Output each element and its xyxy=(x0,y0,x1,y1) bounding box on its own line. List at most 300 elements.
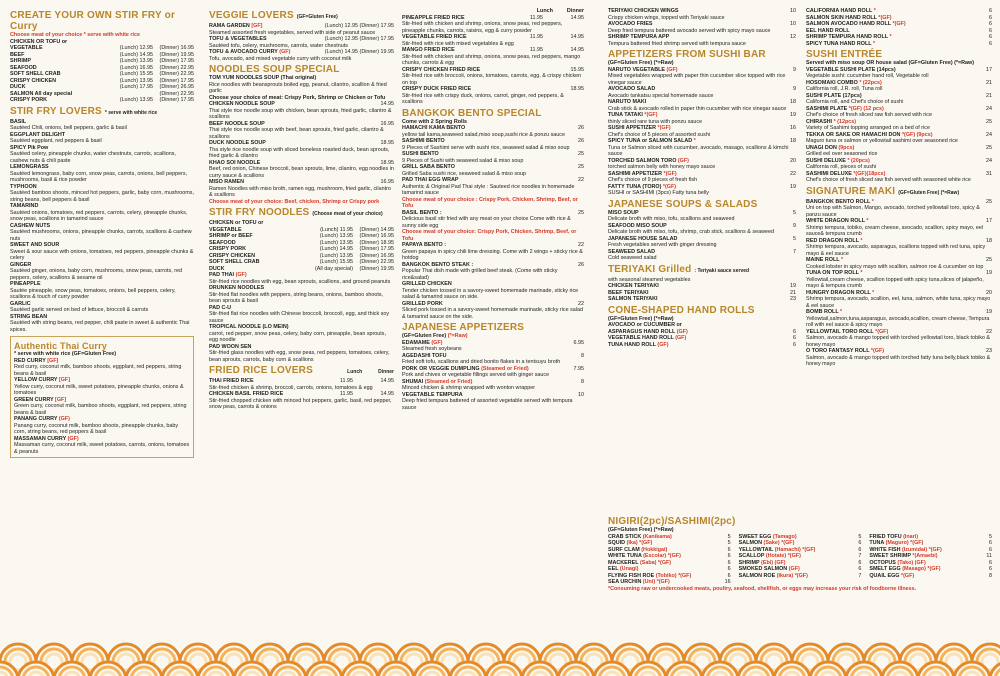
item-name-text: GINGER xyxy=(10,261,32,268)
item-name-text: SALMON xyxy=(738,540,763,546)
item-name-text: RED CURRY xyxy=(14,357,46,364)
teri-title xyxy=(608,264,796,277)
item-price: 9 xyxy=(793,222,796,229)
item-name-text: THAI FRIED RICE xyxy=(209,378,254,384)
item-tag: (GF) xyxy=(666,66,678,73)
item-name-text: CRISPY CHICKEN FRIED RICE xyxy=(402,66,481,73)
item-price: 20 xyxy=(986,289,992,296)
item-tag: (Hotate) *(GF) xyxy=(765,553,801,559)
item-name xyxy=(806,218,983,225)
item-name-text: BOMB ROLL xyxy=(806,309,839,315)
item-description: 9 Pieces of Sushi with seaweed salad & miso soup xyxy=(402,157,524,164)
menu-item xyxy=(608,296,796,303)
sig-sub: (GF=Gluten Free) (*=Raw) xyxy=(898,189,960,196)
item-name-text: RED DRAGON ROLL xyxy=(806,237,859,244)
item-price: 8 xyxy=(989,572,993,579)
item-name-text: FRIED TOFU xyxy=(869,533,902,540)
item-price: 10 xyxy=(790,8,796,14)
noodle-intro-desc: Rice noodles with beansprouts boiled egg, peanut, cilantro, scallion & fried garlic xyxy=(209,81,387,94)
item-header xyxy=(402,86,584,93)
item-name xyxy=(608,34,787,41)
item-tag: (Steamed or Fried) xyxy=(481,365,529,372)
bento-sub: Come with 2 Spring Rolls xyxy=(402,118,467,125)
stir-sub: * serve with white rice xyxy=(104,109,158,116)
item-description: Deep fried tempura battered of assorted vegetable served with tempura sauce xyxy=(402,398,573,411)
item-price: 26 xyxy=(578,125,584,131)
item-price: 6 xyxy=(858,559,862,566)
item-description: Yellow curry, coconut milk, sweet potatoes, pineapple chunks, onions & tomatoes xyxy=(14,383,184,396)
item-header xyxy=(608,138,796,145)
item-description: Stir-fried flat rice noodles with Chinese broccoli, broccoli, egg, and thick soy sauce xyxy=(209,311,390,324)
veg-title xyxy=(209,10,394,23)
item-lunch-price: (Lunch) 14.95 xyxy=(319,246,353,252)
item-name-text: SUSHI BENTO xyxy=(402,151,439,157)
menu-item xyxy=(402,392,584,412)
item-name-text: LEMONGRASS xyxy=(10,164,49,170)
item-tag: (GF) xyxy=(788,566,800,572)
item-header xyxy=(209,324,394,331)
item-description: Pork and chives or vegetable fillings served with ginger sauce xyxy=(402,372,550,378)
curry-sub: * serve with white rice (GF=Gluten Free) xyxy=(14,351,117,357)
item-name-text: VEGETABLE SUSHI PLATE (14pcs) xyxy=(806,66,896,73)
item-dinner-price: (Dinner) 17.95 xyxy=(159,97,194,103)
item-tag: (Masago) *(GF) xyxy=(902,566,941,572)
item-price: 12 xyxy=(790,34,796,40)
curry-title: Authentic Thai Curry xyxy=(14,341,108,351)
item-name xyxy=(209,49,322,56)
item-tag: * (12pcs) xyxy=(833,118,857,125)
item-lunch-price: (Lunch) 14.95 xyxy=(119,51,153,58)
bento-choose: Choose meat of your choice : Crispy Pork, Chicken, Shrimp, Beef, or Tofu xyxy=(402,196,578,209)
item-description: yellow tail kama,seaweed salad,miso soup,sushi rice & ponzu sauce xyxy=(402,131,566,138)
item-name-text: BEEF NOODLE SOUP xyxy=(209,120,265,127)
item-name xyxy=(402,86,540,93)
item-name-text: SPICY TUNA or SALMON SALAD xyxy=(608,138,693,144)
item-price: 5 xyxy=(793,209,796,216)
item-description: Vegetable sushi: cucumber hand roll, Vegetable roll xyxy=(806,73,929,79)
item-price: 16.95 xyxy=(380,120,394,127)
item-name-text: SPICY Pik Pow xyxy=(10,144,49,151)
item-price: 31 xyxy=(986,170,992,177)
item-header xyxy=(209,49,394,56)
menu-item xyxy=(402,138,584,151)
item-name-text: UNAGI DON xyxy=(806,144,837,151)
item-name xyxy=(10,203,194,210)
item-description: Sautéed celery, pineapple chunks, water chestnuts, carrots, scallions, cashew nuts & chili paste xyxy=(10,151,176,164)
item-name xyxy=(806,257,983,264)
menu-item xyxy=(209,36,394,49)
item-tag: [GF] xyxy=(251,23,263,29)
item-description: Sautéed onions, tomatoes, red peppers, carrots, celery, pineapple chunks, snow peas, scallions in tamarind sauce xyxy=(10,209,188,222)
item-header xyxy=(402,151,584,158)
item-description: Tofu, avocado, and mixed vegetable curry with coconut milk xyxy=(209,55,352,62)
item-tag: *(GF) xyxy=(644,112,658,118)
menu-item xyxy=(806,106,992,119)
item-description: 9 Pieces of Sashimi serve with sushi rice, seaweed salad & miso soup xyxy=(402,144,570,151)
create-title: CREATE YOUR OWN STIR FRY or Curry xyxy=(10,10,176,32)
item-dinner-price: (Dinner) 22.95 xyxy=(159,90,194,97)
item-tag: (GF) xyxy=(676,328,688,335)
item-price: 6 xyxy=(858,566,862,572)
item-header xyxy=(10,203,194,210)
nigiri-grid xyxy=(608,534,992,586)
item-description: Tempura battered fried shrimp served with tempura sauce xyxy=(608,40,746,47)
curry-box xyxy=(10,336,194,458)
teri-sub: : Teriyaki sauce served xyxy=(694,267,750,274)
item-tag: (Ikura) *(GF) xyxy=(776,572,808,579)
item-tag: (GF) xyxy=(279,49,291,55)
item-description: Mixed vegetables wrapped with paper thin cucumber slice topped with rice vinegar sauce xyxy=(608,73,786,86)
menu-item xyxy=(869,573,992,580)
item-lunch-price: (Lunch) 13.95 xyxy=(319,233,353,239)
item-description: Stir-fried chopped chicken with minced hot peppers, garlic, basil, red pepper, snow peas, carrots & onions xyxy=(209,397,392,410)
item-name: CRISPY PORK xyxy=(10,97,48,103)
menu-item xyxy=(608,249,796,262)
item-tag: (Unagi) xyxy=(619,566,639,572)
item-dinner-price: 14.95 xyxy=(570,34,584,40)
item-description: California roll, J.R. roll, Tuna roll xyxy=(806,86,883,92)
menu-item xyxy=(608,184,796,197)
stir-title xyxy=(10,106,194,119)
item-name-text: MISO RAMEN xyxy=(209,179,245,185)
menu-item xyxy=(10,314,194,334)
noodle-choose: Choose your choice of meat: Crispy Pork, Shrimp or Chicken or Tofu xyxy=(209,94,386,101)
item-price: 6 xyxy=(858,546,862,553)
item-description: Sautéed tofu, celery, mushrooms, carrots, water chestnuts xyxy=(209,42,348,49)
item-price: 22 xyxy=(578,242,584,248)
item-name: CRISPY PORK xyxy=(209,246,247,252)
item-name-text: BASIL BENTO : xyxy=(402,209,442,216)
stir-title-text: STIR FRY LOVERS xyxy=(10,105,102,117)
bento-list-2 xyxy=(402,210,584,230)
item-price: 23 xyxy=(790,296,796,302)
item-price: 8 xyxy=(581,378,584,385)
item-name xyxy=(402,47,527,54)
item-name-text: PORK OR VEGGIE DUMPLING xyxy=(402,365,480,372)
item-name-text: TYPHOON xyxy=(10,183,37,190)
item-name-text: EDAMAME xyxy=(402,339,430,346)
sushibar-list xyxy=(608,67,796,197)
noodle-intro: TOM YUM NOODLES SOUP (Thai original) xyxy=(209,75,317,81)
item-price: 22 xyxy=(578,300,584,307)
item-name xyxy=(608,342,790,349)
item-tag: (Saba) *(GF) xyxy=(639,559,672,566)
item-dinner-price: 14.95 xyxy=(570,47,584,53)
item-name-text: FLYING FISH ROE xyxy=(608,572,655,579)
item-name-text: FATTY TUNA (TORO) xyxy=(608,183,662,190)
item-description: Ramen Noodles with miso broth, ramen egg, mushroom, fried garlic, cilantro & scallions xyxy=(209,185,391,198)
item-price: 9 xyxy=(793,66,796,73)
menu-item xyxy=(209,272,394,285)
item-price: 5 xyxy=(727,540,731,546)
menu-item xyxy=(209,344,394,364)
menu-item xyxy=(209,160,394,180)
menu-item xyxy=(608,67,796,87)
item-description: Salmon, avocado & mango topped with torched yellowtail toro, black tobiko & honey mayo xyxy=(806,335,990,348)
item-name xyxy=(209,391,337,398)
item-name-text: SALMON TERIYAKI xyxy=(608,296,658,302)
noodle-choose2: Choose meat of your choice: Beef, chicken, Shrimp or Crispy pork xyxy=(209,198,380,205)
item-name-text: SASHIMI APPETIZER xyxy=(608,170,663,177)
item-description: Steamed assorted fresh vegetables, served with side of peanut sauce xyxy=(209,29,376,36)
menu-item xyxy=(10,242,194,262)
bento-list xyxy=(402,125,584,197)
menu-item xyxy=(10,132,194,145)
item-name-text: SCALLOP xyxy=(738,553,765,559)
item-description: Avocado tankatsu special homemade sauce xyxy=(608,92,714,99)
item-name-text: CHICKEN NOODLE SOUP xyxy=(209,101,275,107)
item-header xyxy=(608,99,796,106)
item-price: 25 xyxy=(578,209,584,216)
menu-item xyxy=(14,377,190,397)
item-name-text: YELLOWTAIL TORO ROLL xyxy=(806,328,874,335)
item-name-text: SUSHI APPETIZER xyxy=(608,125,657,131)
item-name-text: SHUMAI xyxy=(402,378,424,385)
item-name xyxy=(10,281,194,288)
item-price: 18 xyxy=(986,237,992,244)
item-name-text: RAMA GARDEN xyxy=(209,23,250,29)
item-dinner-price: 14.95 xyxy=(570,14,584,21)
item-price: 5 xyxy=(858,533,862,540)
item-name xyxy=(608,138,787,145)
item-description: Steamed fresh soybeans xyxy=(402,346,462,352)
item-name: SEAFOOD xyxy=(209,239,236,246)
menu-item xyxy=(806,80,992,93)
item-price: 6 xyxy=(793,341,796,348)
item-name: CRISPY CHICKEN xyxy=(209,252,256,259)
item-name-text: TUNA xyxy=(869,540,885,546)
friedrice-title xyxy=(209,365,394,378)
item-description: Sautéed Chili, onions, bell peppers, garlic & basil xyxy=(10,125,127,131)
menu-item xyxy=(806,218,992,238)
item-description: Stir-fried with chicken and shrimp, onions, snow peas, red peppers, pineapple chunks, carrots, raisins, egg & curry powder xyxy=(402,21,563,34)
item-name: SOFT SHELL CRAB xyxy=(10,71,61,77)
item-header xyxy=(608,579,731,586)
item-price: 6 xyxy=(989,8,992,14)
item-name xyxy=(608,579,722,586)
item-name xyxy=(10,164,194,171)
item-dinner-price: 15.95 xyxy=(570,66,584,73)
item-description: Sautéed bamboo shoots, minced hot peppers, garlic, baby corn, mushrooms, string beans, bell peppers & basil xyxy=(10,190,194,203)
item-price: 16 xyxy=(790,125,796,131)
item-name-text: SUSHI DELUXE xyxy=(806,157,846,164)
item-name-text: GRILLED CHICKEN xyxy=(402,281,452,287)
item-header xyxy=(806,257,992,264)
item-name-text: SASHIMI PLATE xyxy=(806,105,848,112)
menu-item xyxy=(608,138,796,158)
item-name-text: BASIL xyxy=(10,118,27,125)
item-price: 6 xyxy=(727,553,731,559)
bento-list-3 xyxy=(402,242,584,320)
item-description: Authentic & Original Pad Thai style : Sauteed rice noodles in homemade tamarind sauce xyxy=(402,183,575,196)
item-name-text: BEEF TERIYAKI xyxy=(608,289,649,296)
menu-item xyxy=(10,145,194,165)
item-dinner-price: (Dinner) 17.95 xyxy=(159,58,194,64)
item-dinner-price: (Dinner) 16.95 xyxy=(359,233,394,239)
item-description: Sautée pineapple, snow peas, tomatoes, onions, bell peppers, celery, scallions & touch of curry powder xyxy=(10,287,176,300)
item-price: 25 xyxy=(986,198,992,205)
item-name xyxy=(402,138,575,145)
item-header xyxy=(608,21,796,28)
item-header xyxy=(402,177,584,184)
item-price: 6 xyxy=(989,559,993,566)
item-tag: *(GF) xyxy=(662,183,677,190)
item-header xyxy=(608,342,796,349)
item-price: 7.95 xyxy=(573,365,584,372)
bento-title: BANGKOK BENTO SPECIAL xyxy=(402,107,542,119)
item-description: Sautéed lemongrass, baby corn, snow peas, carrots, onions, bell peppers, mushrooms, basil & rice powder xyxy=(10,170,188,183)
item-name-text: NARUTO MAKI xyxy=(608,99,647,105)
item-description: Stir-fried rice noodles with egg, bean sprouts, scallions, and ground peanuts xyxy=(209,278,391,285)
item-name-text: VEGETABLE FRIED RICE xyxy=(402,34,467,40)
item-tag: (GF) xyxy=(677,157,689,164)
item-price: 5 xyxy=(793,235,796,242)
item-dinner-price: (Dinner) 17.95 xyxy=(359,246,394,252)
item-price: 24 xyxy=(986,105,992,112)
item-name: SEAFOOD xyxy=(10,64,37,71)
item-tag: *(GF) (9pcs) xyxy=(901,131,933,138)
item-price: 22 xyxy=(790,170,796,177)
item-tag: * (20pcs) xyxy=(847,157,870,164)
item-tag: (GF) xyxy=(675,335,687,341)
item-name-text: SUSHI PLATE (17pcs) xyxy=(806,92,862,99)
item-header xyxy=(806,41,992,48)
item-tag: * xyxy=(693,138,696,144)
menu-item xyxy=(402,340,584,353)
veg-sub: (GF=Gluten Free) xyxy=(296,14,338,20)
item-name-text: SHRIMP TEMPURA HAND ROLL xyxy=(806,34,888,40)
item-name xyxy=(608,296,787,303)
menu-item xyxy=(10,301,194,314)
item-name xyxy=(209,324,394,331)
nigiri-col-c xyxy=(869,534,992,586)
item-price: 24 xyxy=(986,157,992,164)
item-price: 19 xyxy=(790,283,796,289)
item-price: 25 xyxy=(986,257,992,263)
app-title: JAPANESE APPETIZERS xyxy=(402,322,525,333)
column-2 xyxy=(209,8,394,411)
item-header xyxy=(10,281,194,288)
item-price: 22 xyxy=(986,328,992,335)
item-description: Sautéed ginger, onions, baby corn, mushrooms, snow peas, carrots, red peppers, celery, scallions & sesame oil xyxy=(10,268,182,281)
item-price: 11 xyxy=(986,553,993,559)
item-name xyxy=(869,573,986,580)
item-header xyxy=(402,138,584,145)
item-price: 6 xyxy=(793,328,796,335)
item-name xyxy=(402,151,575,158)
item-description: Grilled Saba sushi rice, seaweed salad & miso soup xyxy=(402,170,527,177)
item-name-text: SWEET SHRIMP xyxy=(869,553,911,559)
item-description: Stir-fried glass noodles with egg, snow peas, red peppers, tomatoes, celery, bean sprouts, carrots, baby corn & scallions xyxy=(209,350,390,363)
item-name-text: HAMACHI KAMA BENTO xyxy=(402,125,466,131)
item-price: 6 xyxy=(989,546,993,553)
item-name-text: AGEDASHI TOFU xyxy=(402,352,447,359)
c4-top-list xyxy=(608,8,796,47)
menu-item xyxy=(608,223,796,236)
item-description: Shrimp tempura, avocado, asparagus, scallions topped with red tuna, spicy mayo & eel sauce xyxy=(806,244,986,257)
item-name xyxy=(806,348,983,355)
item-price: 18.95 xyxy=(380,140,394,146)
item-header xyxy=(608,125,796,132)
item-price: 6 xyxy=(858,540,862,546)
menu-item xyxy=(806,257,992,270)
item-name-text: SHRIMP TEMPURA APP xyxy=(608,34,670,40)
item-description: thinly sliced rare tuna with ponzu sauce xyxy=(608,118,703,125)
item-price: 6 xyxy=(793,335,796,341)
item-price: (Lunch) 12.95 (Dinner) 17.95 xyxy=(324,23,394,29)
app-list xyxy=(402,340,584,412)
item-description: Thai style rice noodle soup with beef, bean sprouts, fried garlic, cilantro & scallions xyxy=(209,127,384,140)
item-name: SALMON All day special xyxy=(10,90,73,97)
item-name-text: TUNA TATAKI xyxy=(608,112,643,118)
entree-title: SUSHI ENTRÉE xyxy=(806,49,883,60)
item-description: Variety of Sashimi topping arranged on a bed of rice xyxy=(806,125,930,131)
menu-item xyxy=(10,184,194,204)
menu-item xyxy=(402,34,584,47)
item-name xyxy=(608,112,787,119)
item-name-text: TORCHED SALMON TORO xyxy=(608,157,677,164)
item-dinner-price: (Dinner) 18.95 xyxy=(359,239,394,246)
item-name-text: SASHIMI BENTO xyxy=(402,138,445,144)
item-dinner-price: (Dinner) 17.95 xyxy=(159,77,194,84)
item-header xyxy=(402,34,584,41)
menu-item xyxy=(10,119,194,132)
item-price: 26 xyxy=(578,138,584,144)
item-lunch-price: (Lunch) 13.95 xyxy=(119,58,153,64)
item-price: 26 xyxy=(578,261,584,268)
item-tag: *(GF) xyxy=(875,328,889,335)
item-dinner-price: 14.95 xyxy=(380,391,394,397)
menu-item xyxy=(806,132,992,145)
menu-item xyxy=(608,125,796,138)
item-description: Sautéed garlic served on bed of lettuce, broccoli & carrots xyxy=(10,307,149,313)
item-header xyxy=(209,272,394,279)
item-description: Chef's choice of 5 pieces of assorted sushi xyxy=(608,131,711,138)
item-description: Stir-fried rice with broccoli, onions, tomatoes, carrots, egg, & crispy chicken on top xyxy=(402,73,582,86)
item-description: Beef, red onion, Chinese broccoli, bean sprouts, lime, cilantro, egg noodles in curry sauce & scallions xyxy=(209,166,394,179)
item-name xyxy=(209,378,337,385)
item-tag: *(GF) xyxy=(870,348,885,354)
menu-item xyxy=(608,8,796,21)
menu-item xyxy=(209,378,394,391)
item-name xyxy=(209,140,378,147)
menu-item xyxy=(209,285,394,305)
item-name-text: OCTOPUS xyxy=(869,559,896,566)
item-name-text: SEAFOOD MISO SOUP xyxy=(608,222,667,229)
item-price: 6 xyxy=(989,14,992,21)
item-name-text: TROPICAL NOODLE (LO MEIN) xyxy=(209,324,289,330)
item-name: DUCK xyxy=(10,84,26,90)
item-price: 19 xyxy=(986,309,992,315)
sushibar-sub: (GF=Gluten Free) (*=Raw) xyxy=(608,60,674,66)
fr-lunch: Lunch xyxy=(536,8,553,14)
item-name xyxy=(402,34,527,41)
item-description: Cooked lobster in spicy mayo with scallion, salmon roe & cucumber on top xyxy=(806,263,984,270)
item-name-text: EEL HAND ROLL xyxy=(806,27,850,34)
item-name-text: GREEN CURRY xyxy=(14,396,54,403)
item-description: Tuna or Salmon sliced with cucumber, avocado, masago, scallions & kimchi sauce xyxy=(608,144,789,157)
item-name-text: PAD THAI EGG WRAP xyxy=(402,177,459,183)
item-header xyxy=(402,242,584,249)
menu-item xyxy=(10,262,194,282)
item-name xyxy=(806,270,983,277)
item-description: Stir-fried with chicken and shrimp, onions, snow peas, red peppers, mango chunks, carrots & egg xyxy=(402,53,581,66)
menu-item xyxy=(209,23,394,36)
item-header xyxy=(806,270,992,277)
item-tag: * xyxy=(872,289,875,296)
item-lunch-price: 11.95 xyxy=(529,14,543,21)
menu-item xyxy=(806,290,992,310)
